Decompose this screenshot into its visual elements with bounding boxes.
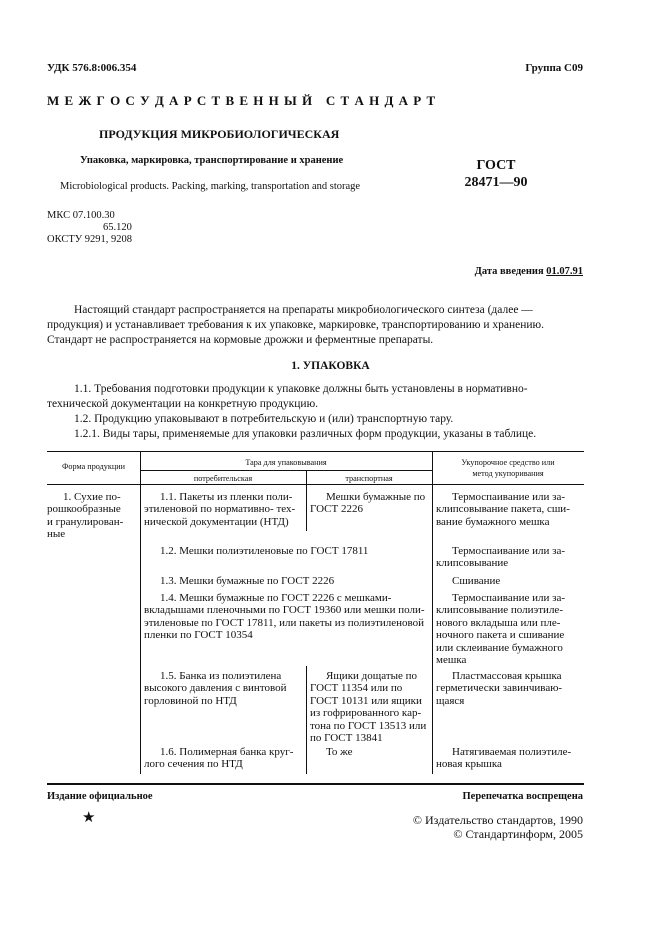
cell-line: Термоспаивание или за-	[452, 592, 566, 604]
cell-line: 1.5. Банка из полиэтилена	[160, 670, 282, 682]
cell-line: этиленовой по нормативно- тех-	[144, 503, 296, 516]
cell-line: 1.4. Мешки бумажные по ГОСТ 2226 с мешками-	[160, 592, 392, 604]
cell-line: Ящики дощатые по	[326, 670, 418, 682]
form-line: 1. Сухие по-	[63, 491, 121, 503]
form-cell	[47, 491, 135, 541]
intro-line-3: Стандарт не распространяется на кормовые дрожжи и ферментные препараты.	[47, 334, 434, 346]
clause-1-2-1: 1.2.1. Виды тары, применяемые для упаковки различных форм продукции, указаны в таблице.	[74, 428, 537, 440]
cell-line: клипсовывание полиэтиле-	[436, 604, 563, 617]
cell-line: щаяся	[436, 694, 465, 707]
row-1-4-method	[436, 592, 584, 666]
cell-line: пленки по ГОСТ 10354	[144, 629, 253, 642]
clause-1-1-line-1: 1.1. Требования подготовки продукции к упаковке должны быть установлены в нормативно-	[74, 383, 528, 395]
row-1-3-tare: 1.3. Мешки бумажные по ГОСТ 2226	[160, 575, 335, 587]
row-1-3-method: Сшивание	[452, 575, 501, 587]
cell-line: Натягиваемая полиэтиле-	[452, 746, 572, 758]
cell-line: этиленовые по ГОСТ 17811, или пакеты из полиэтиленовой	[144, 616, 425, 629]
cell-line: Термоспаивание или за-	[452, 545, 566, 557]
row-1-4-tare	[144, 592, 428, 642]
table-col-divider-2b	[306, 666, 307, 774]
gost-label: ГОСТ	[476, 158, 516, 173]
effective-date	[475, 266, 583, 277]
cell-line: вкладышами пленочными по ГОСТ 19360 или мешки поли-	[144, 604, 425, 617]
table-col-divider-3	[432, 451, 433, 774]
form-line: ные	[47, 528, 66, 541]
clause-1-1-line-2: технической документации на конкретную продукцию.	[47, 398, 319, 410]
table-top-rule	[47, 451, 584, 452]
cell-line: нового вкладыша или пле-	[436, 616, 561, 629]
cell-line: лого сечения по НТД	[144, 758, 243, 771]
header-form: Форма продукции	[61, 462, 126, 471]
header-method-line-2: метод укупоривания	[472, 469, 544, 478]
row-1-1-method	[436, 491, 584, 528]
document-title: ПРОДУКЦИЯ МИКРОБИОЛОГИЧЕСКАЯ	[99, 127, 340, 141]
cell-line: высокого давления с винтовой	[144, 682, 287, 695]
cell-line: горловиной по НТД	[144, 694, 237, 707]
cell-line: клипсовывание пакета, сши-	[436, 503, 570, 516]
cell-line: ГОСТ 10131 или ящики	[310, 694, 422, 707]
gost-number: 28471—90	[464, 175, 528, 190]
table-bottom-rule	[47, 783, 584, 785]
effective-date-value: 01.07.91	[546, 266, 583, 277]
cell-line: ГОСТ 2226	[310, 503, 363, 516]
english-title: Microbiological products. Packing, marking, transportation and storage	[60, 181, 361, 192]
row-1-5-transport	[310, 670, 430, 744]
copyright-line-2: © Стандартинформ, 2005	[453, 827, 583, 841]
effective-date-label: Дата введения	[474, 266, 544, 277]
cell-line: Мешки бумажные по	[326, 491, 426, 503]
row-1-6-consumer	[144, 746, 302, 771]
document-subtitle: Упаковка, маркировка, транспортирование и хранение	[80, 155, 344, 166]
row-1-2-method	[436, 545, 584, 570]
intro-line-2: продукция) и устанавливает требования к их упаковке, маркировке, транспортированию и хранению.	[47, 319, 545, 331]
mks-code-2: 65.120	[103, 222, 132, 233]
table-header-bottom-rule	[47, 484, 584, 485]
row-1-1-consumer	[144, 491, 302, 528]
official-edition-label: Издание официальное	[47, 791, 153, 802]
header-consumer: потребительская	[193, 474, 253, 483]
cell-line: нической документации (НТД)	[144, 515, 289, 528]
row-1-5-method	[436, 670, 584, 707]
intro-line-1: Настоящий стандарт распространяется на препараты микробиологического синтеза (далее —	[74, 304, 533, 316]
cell-line: мешка	[436, 654, 467, 667]
table-subheader-rule	[140, 470, 432, 471]
form-line: рошкообразные	[47, 503, 121, 516]
cell-line: герметически завинчиваю-	[436, 682, 563, 695]
cell-line: из гофрированного кар-	[310, 707, 422, 720]
cell-line: 1.6. Полимерная банка круг-	[160, 746, 294, 758]
cell-line: ГОСТ 11354 или по	[310, 682, 403, 695]
mks-code: МКС 07.100.30	[47, 210, 115, 221]
cell-line: ночного пакета и сшивание	[436, 629, 565, 642]
okstu-code: ОКСТУ 9291, 9208	[47, 234, 133, 245]
reprint-prohibited-label: Перепечатка воспрещена	[462, 791, 583, 802]
row-1-6-method	[436, 746, 584, 771]
cell-line: Термоспаивание или за-	[452, 491, 566, 503]
cell-line: 1.1. Пакеты из пленки поли-	[160, 491, 293, 503]
cell-line: вание бумажного мешка	[436, 515, 550, 528]
cell-line: новая крышка	[436, 758, 502, 771]
row-1-6-transport: То же	[326, 746, 353, 758]
section-1-heading: 1. УПАКОВКА	[291, 360, 370, 372]
row-1-5-consumer	[144, 670, 302, 707]
row-1-1-transport	[310, 491, 430, 516]
cell-line: Пластмассовая крышка	[452, 670, 562, 682]
interstate-standard-banner: М Е Ж Г О С У Д А Р С Т В Е Н Н Ы Й С Т А Н Д А Р Т	[47, 93, 437, 108]
star-mark: ★	[82, 810, 96, 826]
header-transport: транспортная	[345, 474, 393, 483]
group-code: Группа С09	[525, 62, 583, 74]
row-1-2-tare: 1.2. Мешки полиэтиленовые по ГОСТ 17811	[160, 545, 369, 557]
udk-code: УДК 576.8:006.354	[47, 62, 137, 74]
cell-line: по ГОСТ 13841	[310, 732, 383, 745]
cell-line: клипсовывание	[436, 557, 509, 570]
copyright-line-1: © Издательство стандартов, 1990	[412, 813, 583, 827]
form-line: и гранулирован-	[47, 515, 124, 528]
cell-line: или склеивание бумажного	[436, 641, 563, 654]
table-col-divider-1	[140, 451, 141, 774]
header-tare: Тара для упаковывания	[245, 458, 327, 467]
cell-line: тона по ГОСТ 13513 или	[310, 719, 427, 732]
header-method-line-1: Укупорочное средство или	[461, 458, 555, 467]
clause-1-2: 1.2. Продукцию упаковывают в потребительскую и (или) транспортную тару.	[74, 413, 454, 425]
